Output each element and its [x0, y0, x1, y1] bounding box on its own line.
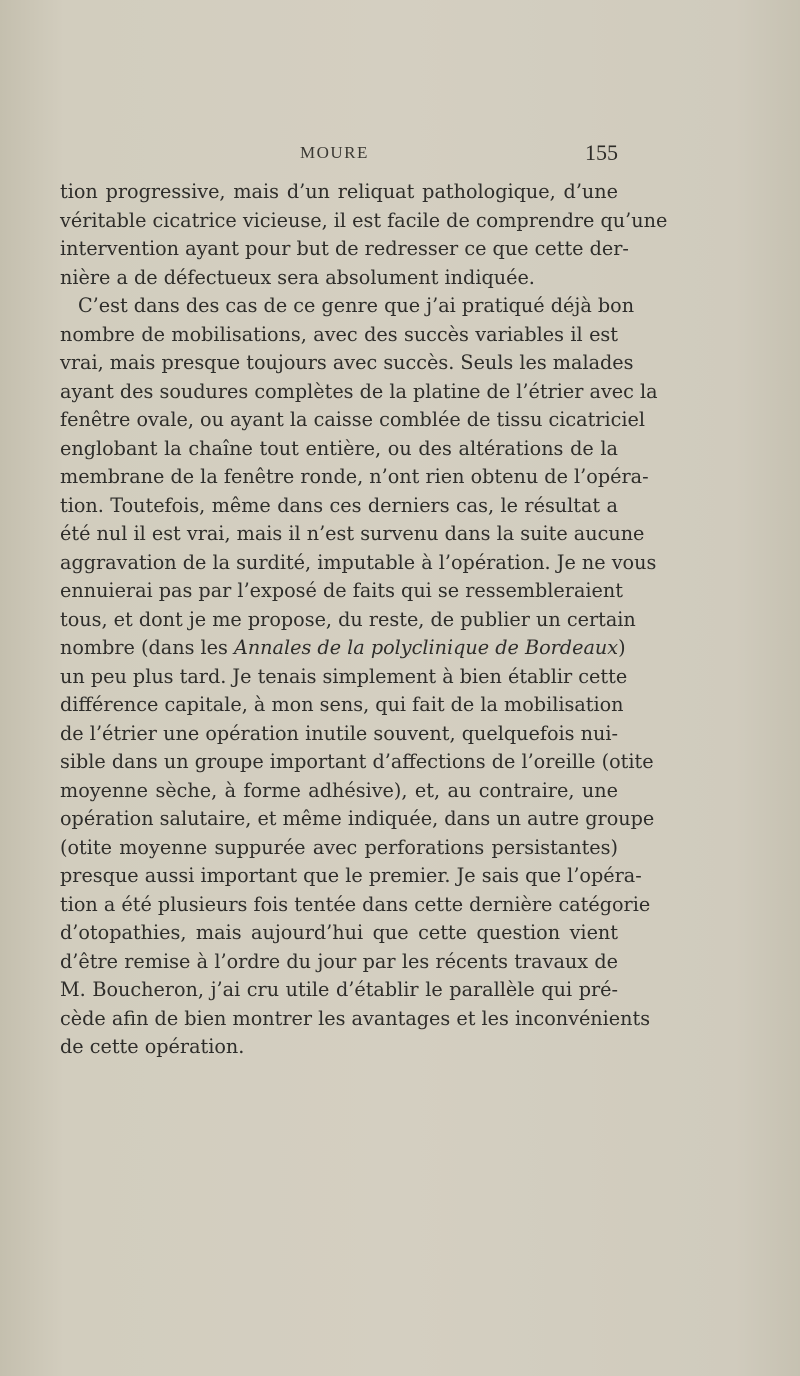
text-line: tous, et dont je me propose, du reste, de publier un certain — [60, 607, 636, 631]
text-line: intervention ayant pour but de redresser ce que cette der- — [60, 237, 629, 260]
text-line: M. Boucheron, j’ai cru utile d’établir le parallèle qui pré- — [60, 978, 618, 1001]
text-run: nombre (dans les — [60, 636, 234, 659]
text-line: été nul il est vrai, mais il n’est survenu dans la suite aucune — [60, 522, 645, 545]
text-run: ) — [618, 636, 626, 659]
text-line: de cette opération. — [60, 1035, 245, 1058]
text-line: vrai, mais presque toujours avec succès. Seuls les malades — [60, 351, 634, 374]
text-line: ayant des soudures complètes de la platine de l’étrier avec la — [60, 379, 658, 403]
text-line: véritable cicatrice vicieuse, il est facile de comprendre qu’une — [60, 208, 668, 232]
text-line: moyenne sèche, à forme adhésive), et, au contraire, une — [60, 778, 618, 802]
text-line: sible dans un groupe important d’affections de l’oreille (otite — [60, 750, 654, 773]
body-text — [60, 178, 668, 1062]
text-line: C’est dans des cas de ce genre que j’ai pratiqué déjà bon — [78, 294, 635, 317]
text-line: englobant la chaîne tout entière, ou des altérations de la — [60, 436, 618, 460]
text-line-with-italic — [60, 634, 626, 663]
running-head — [60, 140, 618, 167]
page-number: 155 — [585, 140, 618, 165]
text-line: (otite moyenne suppurée avec perforations persistantes) — [60, 835, 618, 859]
text-line: de l’étrier une opération inutile souvent, quelquefois nui- — [60, 721, 618, 745]
text-line: cède afin de bien montrer les avantages et les inconvénients — [60, 1006, 651, 1030]
text-line: d’être remise à l’ordre du jour par les récents travaux de — [60, 949, 618, 973]
running-title: MOURE — [300, 143, 369, 162]
journal-title-italic: Annales de la polyclinique de Bordeaux — [233, 636, 619, 659]
text-line: fenêtre ovale, ou ayant la caisse comblée de tissu cicatriciel — [60, 408, 645, 431]
text-line: presque aussi important que le premier. Je sais que l’opéra- — [60, 864, 642, 887]
text-line: d’otopathies, mais aujourd’hui que cette question vient — [60, 921, 618, 944]
text-line: tion progressive, mais d’un reliquat pathologique, d’une — [60, 180, 618, 203]
text-line: tion. Toutefois, même dans ces derniers cas, le résultat a — [60, 493, 618, 517]
text-line: différence capitale, à mon sens, qui fait de la mobilisation — [60, 693, 624, 716]
text-line: aggravation de la surdité, imputable à l’opération. Je ne vous — [60, 550, 657, 574]
text-line: opération salutaire, et même indiquée, dans un autre groupe — [60, 807, 655, 830]
text-line: ennuierai pas par l’exposé de faits qui se ressembleraient — [60, 579, 623, 602]
text-line: tion a été plusieurs fois tentée dans cette dernière catégorie — [60, 892, 651, 916]
text-line: membrane de la fenêtre ronde, n’ont rien obtenu de l’opéra- — [60, 465, 649, 488]
text-line: nière a de défectueux sera absolument indiquée. — [60, 265, 535, 289]
text-line: nombre de mobilisations, avec des succès variables il est — [60, 322, 618, 346]
text-line: un peu plus tard. Je tenais simplement à bien établir cette — [60, 664, 628, 688]
